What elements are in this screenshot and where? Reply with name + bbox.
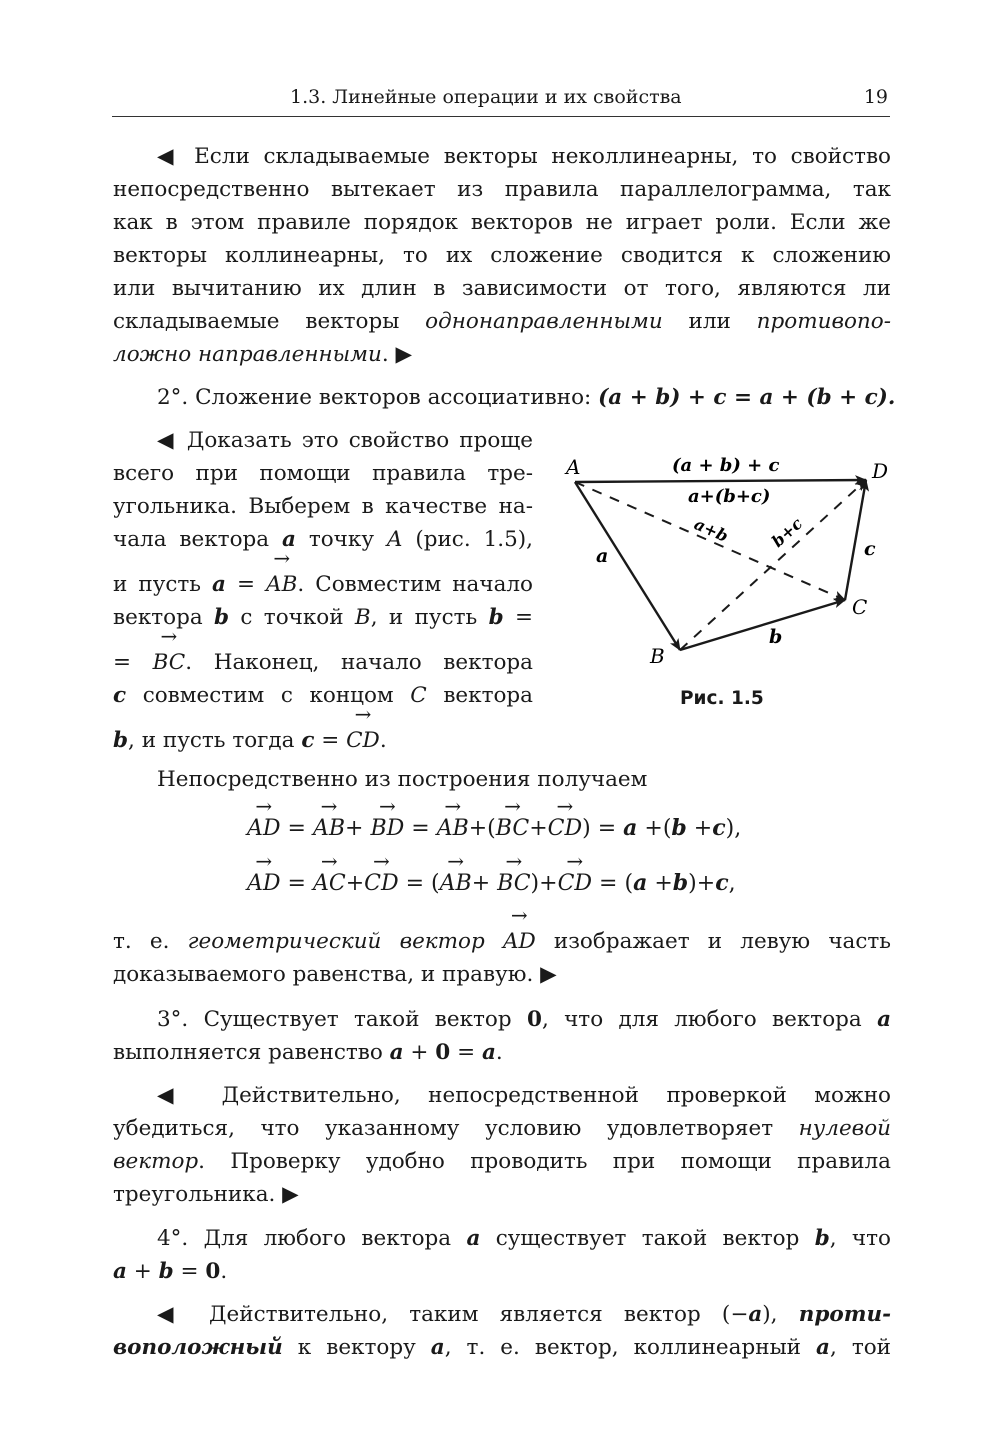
text-fragment: . Проверку удобно проводить при помощи правила: [198, 1149, 891, 1174]
vector-symbol: a: [389, 1040, 404, 1065]
vector-symbol: c: [301, 728, 315, 753]
arrow-icon: →: [372, 849, 390, 873]
text-fragment: ◀ Действительно, таким является вектор (−: [157, 1302, 749, 1327]
text-fragment: (рис. 1.5),: [402, 527, 533, 552]
operator: +: [126, 1259, 159, 1284]
vector-label: AB: [266, 572, 298, 597]
text-line: всего при помощи правила тре-: [113, 461, 533, 486]
vector-label: AB: [312, 816, 346, 841]
arrow-icon: →: [444, 794, 462, 818]
vector-symbol: c: [712, 815, 726, 841]
bold-italic-term: проти-: [798, 1302, 891, 1327]
vector-label: BC: [152, 650, 186, 675]
text-fragment: и пусть: [113, 572, 213, 597]
vector-a-line: [575, 482, 680, 650]
vector-symbol: a: [430, 1335, 445, 1360]
property-2: [113, 381, 896, 414]
text-fragment: .: [495, 1040, 503, 1065]
text-line: [113, 1222, 891, 1255]
text-fragment: складываемые векторы: [113, 309, 426, 334]
vector-AC: [312, 849, 346, 896]
vector-symbol: a: [466, 1226, 481, 1251]
text-fragment: , и пусть: [370, 605, 489, 630]
vector-symbol: b: [814, 1226, 830, 1251]
operator: +(: [468, 816, 496, 841]
vector-label: BC: [497, 871, 531, 896]
text-line: [113, 1003, 891, 1036]
vector-symbol: b: [672, 870, 689, 896]
operator: +: [686, 816, 713, 841]
text-fragment: вектора: [113, 605, 215, 630]
italic-term: нулевой: [798, 1116, 891, 1141]
text-line: как в этом правиле порядок векторов не играет роли. Если же: [113, 210, 891, 235]
zero-vector: 0: [526, 1007, 542, 1032]
label-D: D: [872, 459, 889, 483]
equation-1: [247, 794, 742, 841]
text-fragment: т. е.: [113, 929, 188, 954]
arrow-icon: →: [378, 794, 396, 818]
text-line: [113, 624, 533, 679]
vector-label: CD: [557, 871, 593, 896]
text-line: [113, 679, 533, 712]
operator: +(: [637, 816, 672, 841]
operator: =: [280, 816, 313, 841]
operator: +: [471, 871, 498, 896]
text-fragment: 3°. Существует такой вектор: [157, 1007, 527, 1032]
text-line: Непосредственно из построения получаем: [157, 767, 648, 792]
vector-symbol: a: [877, 1007, 891, 1032]
vector-CD: [346, 702, 380, 757]
label-b-plus-c: b+c: [767, 513, 807, 551]
text-line: [113, 1255, 891, 1288]
arrow-icon: →: [320, 794, 338, 818]
vector-symbol: a: [623, 815, 638, 841]
text-line: [113, 1145, 891, 1178]
vector-symbol: c: [715, 870, 729, 896]
italic-term: геометрический вектор: [187, 929, 485, 954]
text-fragment: или: [662, 309, 757, 334]
vector-symbol: a: [481, 1040, 496, 1065]
proof-associativity: [113, 424, 533, 757]
vector-label: AD: [502, 929, 536, 954]
italic-term: однонаправленными: [425, 309, 663, 334]
arrow-icon: →: [510, 903, 528, 927]
text-fragment: , и пусть тогда: [128, 728, 302, 753]
vector-CD: [557, 849, 593, 896]
proof-commutativity: [113, 140, 891, 371]
italic-term: вектор: [113, 1149, 199, 1174]
text-line: [113, 1331, 891, 1364]
vector-label: BD: [370, 816, 405, 841]
text-fragment: . ▶: [381, 342, 413, 367]
vector-label: BC: [495, 816, 530, 841]
arrow-icon: →: [255, 849, 273, 873]
vector-label: CD: [364, 871, 399, 896]
vector-symbol: a: [633, 870, 648, 896]
text-line: [113, 1112, 891, 1145]
text-fragment: к вектору: [282, 1335, 431, 1360]
operator: ),: [725, 816, 742, 841]
text-line: угольника. Выберем в качестве на-: [113, 494, 533, 519]
construction-intro: [113, 763, 891, 796]
text-fragment: ),: [762, 1302, 799, 1327]
text-line: или вычитанию их длин в зависимости от того, являются ли: [113, 276, 891, 301]
zero-vector: 0: [205, 1259, 221, 1284]
vector-b-line: [680, 600, 845, 650]
text-fragment: . Наконец, начало вектора: [185, 650, 533, 675]
property-4: [113, 1222, 891, 1288]
vector-symbol: a: [748, 1302, 763, 1327]
arrow-icon: →: [160, 624, 178, 648]
label-A: A: [566, 455, 581, 479]
operator: =: [280, 871, 313, 896]
point-symbol: C: [410, 683, 427, 708]
operator: ) =: [582, 816, 624, 841]
text-fragment: с точкой: [229, 605, 355, 630]
vector-AB: [439, 849, 472, 896]
vector-CD: [364, 849, 399, 896]
proof-3: [113, 1079, 891, 1211]
text-fragment: выполняется равенство: [113, 1040, 390, 1065]
label-C: C: [852, 595, 868, 619]
text-line: [113, 305, 891, 338]
vector-label: AD: [247, 816, 281, 841]
label-a-plus-b: a+b: [691, 514, 732, 546]
vector-BC: [495, 794, 530, 841]
operator: =: [404, 816, 437, 841]
italic-term: противопо-: [756, 309, 891, 334]
vector-BC: [152, 624, 186, 679]
text-fragment: =: [503, 605, 533, 630]
proof-4: [113, 1298, 891, 1364]
vector-BD: [370, 794, 405, 841]
text-line: доказываемого равенства, и правую. ▶: [113, 962, 557, 987]
vector-CD: [547, 794, 583, 841]
vector-symbol: b: [488, 605, 504, 630]
vector-ad-line: [575, 480, 866, 482]
text-fragment: совместим с концом: [126, 683, 411, 708]
text-line: [113, 381, 896, 414]
vector-symbol: a: [816, 1335, 830, 1360]
vector-AB: [266, 546, 298, 601]
vector-label: CD: [346, 728, 380, 753]
vector-label: AB: [436, 816, 469, 841]
text-line: непосредственно вытекает из правила параллелограмма, так: [113, 177, 891, 202]
text-fragment: .: [220, 1259, 228, 1284]
vector-c-line: [845, 480, 866, 600]
text-line: [113, 523, 533, 556]
operator: +: [403, 1040, 436, 1065]
property-3: [113, 1003, 891, 1069]
text-fragment: . Совместим начало: [297, 572, 533, 597]
operator: =: [450, 1040, 482, 1065]
zero-vector: 0: [435, 1040, 451, 1065]
text-fragment: , т. е. вектор, коллинеарный: [444, 1335, 817, 1360]
bold-italic-term: воположный: [113, 1335, 283, 1360]
vector-symbol: b: [158, 1259, 174, 1284]
arrow-icon: →: [447, 849, 465, 873]
text-fragment: , что для любого вектора: [541, 1007, 878, 1032]
text-fragment: точку: [295, 527, 387, 552]
label-top-1: (a + b) + c: [672, 455, 780, 476]
arrow-icon: →: [556, 794, 574, 818]
operator: +: [345, 871, 365, 896]
vector-symbol: a: [282, 527, 296, 552]
text-line: векторы коллинеарны, то их сложение сводится к сложению: [113, 243, 891, 268]
point-symbol: A: [386, 527, 403, 552]
operator: = (: [592, 871, 634, 896]
text-fragment: существует такой вектор: [480, 1226, 815, 1251]
text-fragment: =: [314, 728, 347, 753]
vector-label: AC: [312, 871, 346, 896]
running-header: [112, 86, 890, 117]
text-line: ◀ Действительно, непосредственной проверкой можно: [157, 1083, 891, 1108]
italic-term: ложно направленными: [113, 342, 382, 367]
page-number: 19: [863, 86, 888, 108]
vector-AB: [436, 794, 469, 841]
arrow-icon: →: [255, 794, 273, 818]
arrow-icon: →: [504, 794, 521, 818]
vector-label: AB: [439, 871, 472, 896]
text-fragment: 4°. Для любого вектора: [157, 1226, 467, 1251]
vector-symbol: c: [113, 683, 127, 708]
arrow-icon: →: [354, 702, 372, 726]
vector-AB: [312, 794, 346, 841]
text-line: [113, 1298, 891, 1331]
operator: +: [529, 816, 548, 841]
point-symbol: B: [354, 605, 371, 630]
arrow-icon: →: [505, 849, 523, 873]
formula: (a + b) + c = a + (b + c).: [598, 385, 896, 410]
vector-symbol: a: [212, 572, 226, 597]
text-line: [113, 1036, 891, 1069]
arrow-icon: →: [273, 546, 291, 570]
operator: +: [647, 871, 673, 896]
text-fragment: =: [225, 572, 267, 597]
label-B: B: [650, 644, 665, 668]
operator: =: [173, 1259, 206, 1284]
text-fragment: убедиться, что указанному условию удовлетворяет: [113, 1116, 799, 1141]
text-line: [113, 702, 533, 757]
text-fragment: , той: [829, 1335, 891, 1360]
vector-AD: [247, 794, 281, 841]
vector-AD: [247, 849, 281, 896]
vector-label: CD: [547, 816, 583, 841]
vector-BC: [497, 849, 531, 896]
label-a: a: [596, 545, 609, 567]
label-c: c: [864, 538, 876, 560]
text-line: [113, 546, 533, 601]
text-line: [113, 338, 891, 371]
vector-symbol: a: [113, 1259, 127, 1284]
vector-label: AD: [247, 871, 281, 896]
text-line: ◀ Если складываемые векторы неколлинеарны, то свойство: [157, 144, 891, 169]
text-fragment: =: [113, 650, 153, 675]
text-fragment: .: [379, 728, 387, 753]
label-top-2: a+(b+c): [688, 486, 771, 507]
equation-2: [247, 849, 736, 896]
operator: )+: [688, 871, 716, 896]
vector-symbol: b: [671, 815, 687, 841]
text-line: ◀ Доказать это свойство проще: [157, 428, 533, 453]
figure-1-5: [548, 450, 898, 715]
section-title: 1.3. Линейные операции и их свойства: [290, 86, 682, 108]
figure-caption: Рис. 1.5: [680, 688, 764, 709]
text-fragment: изображает и левую часть: [535, 929, 891, 954]
text-line: треугольника. ▶: [113, 1182, 299, 1207]
operator: +: [345, 816, 371, 841]
arrow-icon: →: [320, 849, 338, 873]
operator: )+: [530, 871, 558, 896]
label-b: b: [769, 626, 783, 648]
text-fragment: чала вектора: [113, 527, 282, 552]
operator: ,: [728, 871, 736, 896]
text-fragment: 2°. Сложение векторов ассоциативно:: [157, 385, 599, 410]
conclusion-associativity: [113, 903, 891, 991]
text-line: [113, 903, 891, 958]
text-fragment: вектора: [426, 683, 534, 708]
operator: = (: [398, 871, 440, 896]
vector-symbol: b: [214, 605, 230, 630]
arrow-icon: →: [566, 849, 584, 873]
text-fragment: , что: [829, 1226, 891, 1251]
vector-symbol: b: [113, 728, 129, 753]
vector-AD: [502, 903, 536, 958]
